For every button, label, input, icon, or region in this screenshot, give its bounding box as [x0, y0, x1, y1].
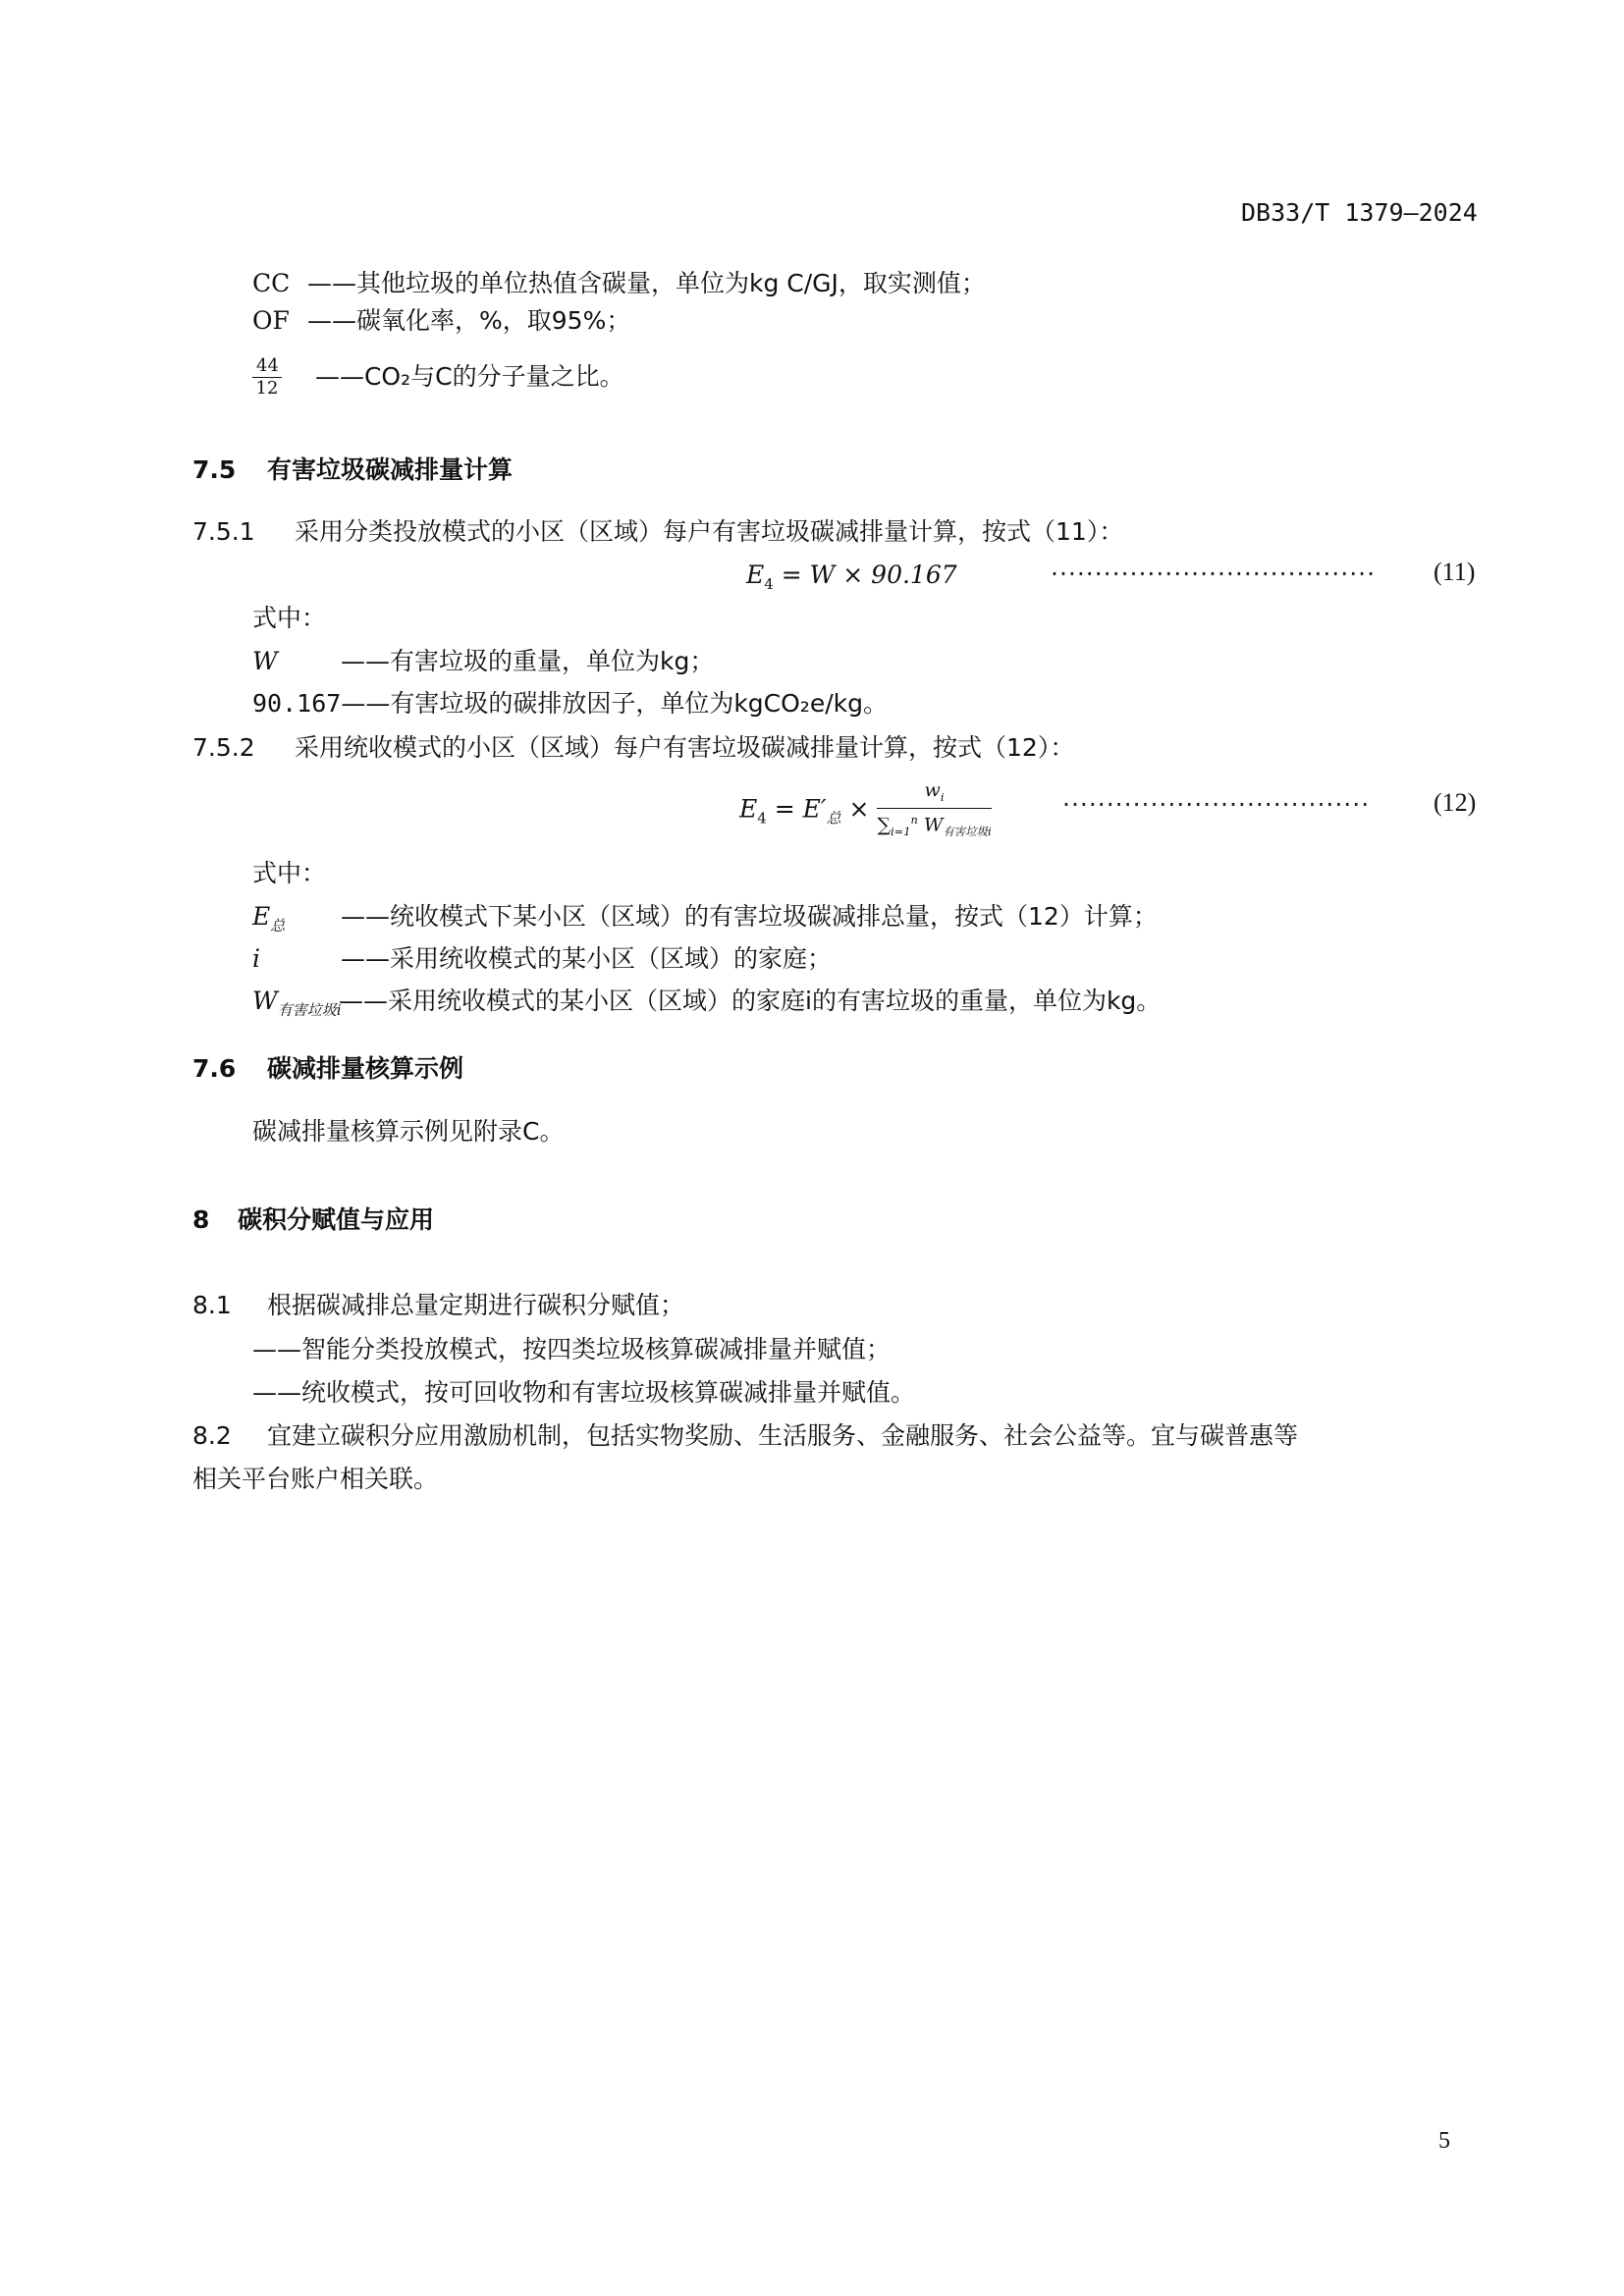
ratio-fraction — [252, 355, 282, 400]
definition-symbol: W — [252, 647, 278, 675]
clause-text: 采用分类投放模式的小区（区域）每户有害垃圾碳减排量计算，按式（11）： — [295, 517, 1124, 546]
definition-text: ——碳氧化率，%，取95%； — [307, 306, 631, 335]
formula-rhs: = W × 90.167 — [773, 561, 957, 589]
document-code: DB33/T 1379—2024 — [1241, 198, 1478, 227]
definition-text: ——采用统收模式的某小区（区域）的家庭i的有害垃圾的重量，单位为kg。 — [339, 987, 1162, 1015]
definition-symbol: $W_{有害垃圾i}$ — [252, 987, 342, 1019]
fraction-denominator: $\sum_{i=1}^n$ $W_{有害垃圾i}$ — [877, 812, 992, 838]
equation-number-11: (11) — [1434, 558, 1476, 586]
definition-text: ——CO₂与C的分子量之比。 — [314, 361, 624, 391]
clause-8-2-continuation: 相关平台账户相关联。 — [192, 1465, 439, 1493]
list-item: ——智能分类投放模式，按四类垃圾核算碳减排量并赋值； — [252, 1335, 892, 1363]
clause-number: 8.2 — [192, 1421, 232, 1450]
clause-number: 8.1 — [192, 1291, 232, 1319]
clause-number: 7.5.2 — [192, 733, 255, 762]
definition-symbol: CC — [252, 269, 291, 297]
section-title: 碳积分赋值与应用 — [238, 1205, 435, 1234]
section-7-6-heading — [192, 1052, 463, 1086]
formula-lhs: E — [746, 561, 765, 589]
section-number: 8 — [192, 1205, 210, 1234]
clause-7-5-2 — [192, 731, 1074, 765]
clause-number: 7.5.1 — [192, 517, 255, 546]
section-8-heading — [192, 1203, 434, 1237]
formula-11 — [746, 559, 957, 601]
formula-12 — [739, 779, 992, 842]
definition-symbol: i — [252, 944, 260, 973]
section-title: 碳减排量核算示例 — [267, 1054, 464, 1083]
definition-e-total — [252, 900, 1158, 942]
list-item: ——统收模式，按可回收物和有害垃圾核算碳减排量并赋值。 — [252, 1378, 916, 1407]
formula-eq-sub: 总 — [826, 809, 841, 828]
formula-lhs-sub: 4 — [757, 809, 767, 828]
formula-times: × — [840, 794, 878, 824]
section-number: 7.6 — [192, 1054, 237, 1083]
section-7-5-heading — [192, 454, 513, 487]
definition-ratio — [252, 355, 624, 400]
formula-fraction — [877, 779, 991, 842]
definition-i — [252, 942, 832, 976]
definition-symbol: $E_总$ — [252, 902, 286, 934]
formula-12-leader: ··································· — [1062, 790, 1371, 819]
fraction-numerator: $w_i$ — [877, 779, 991, 809]
formula-lhs-sub: 4 — [764, 575, 774, 593]
page-number: 5 — [1438, 2128, 1450, 2154]
formula-lhs: E — [739, 794, 758, 824]
where-label: 式中： — [252, 604, 327, 632]
equation-number-12: (12) — [1434, 788, 1477, 817]
definition-text: ——有害垃圾的碳排放因子，单位为kgCO₂e/kg。 — [341, 689, 888, 718]
definition-factor — [252, 687, 888, 721]
formula-eq: = E′ — [766, 794, 827, 824]
definition-symbol: 90.167 — [252, 689, 342, 718]
where-label: 式中： — [252, 859, 327, 887]
clause-7-5-1 — [192, 515, 1123, 549]
clause-text: 宜建立碳积分应用激励机制，包括实物奖励、生活服务、金融服务、社会公益等。宜与碳普惠等 — [267, 1421, 1299, 1450]
ratio-numerator: 44 — [252, 355, 282, 378]
definition-symbol: OF — [252, 306, 290, 335]
section-title: 有害垃圾碳减排量计算 — [267, 455, 514, 484]
definition-of — [252, 304, 630, 338]
formula-11-leader: ····································· — [1051, 560, 1377, 588]
definition-text: ——统收模式下某小区（区域）的有害垃圾碳减排总量，按式（12）计算； — [341, 902, 1158, 931]
clause-8-1 — [192, 1289, 684, 1322]
clause-8-2 — [192, 1419, 1298, 1453]
definition-text: ——采用统收模式的某小区（区域）的家庭； — [341, 944, 833, 973]
clause-text: 采用统收模式的小区（区域）每户有害垃圾碳减排量计算，按式（12）： — [295, 733, 1075, 762]
definition-w-hazardous — [252, 985, 1161, 1027]
definition-text: ——其他垃圾的单位热值含碳量，单位为kg C/GJ，取实测值； — [307, 269, 986, 297]
definition-text: ——有害垃圾的重量，单位为kg； — [341, 647, 715, 675]
clause-text: 根据碳减排总量定期进行碳积分赋值； — [267, 1291, 685, 1319]
section-number: 7.5 — [192, 455, 237, 484]
section-7-6-body: 碳减排量核算示例见附录C。 — [252, 1117, 565, 1146]
ratio-denominator: 12 — [255, 378, 279, 399]
definition-w — [252, 645, 714, 678]
definition-cc — [252, 267, 986, 300]
